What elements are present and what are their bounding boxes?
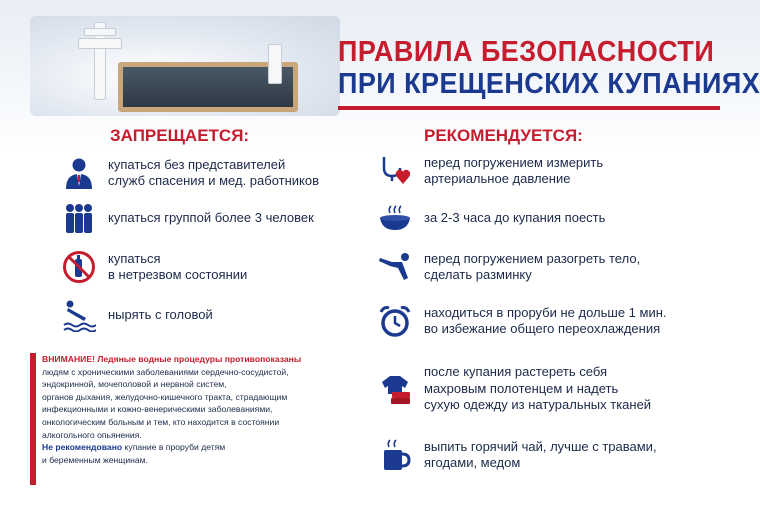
recommended-item-5 <box>378 364 651 414</box>
warning-not-recommended <box>42 441 360 454</box>
prohibited-heading: ЗАПРЕЩАЕТСЯ: <box>110 126 250 145</box>
prohibited-item-2-text: купаться группой более 3 человек <box>108 209 314 225</box>
exercise-person-icon <box>378 250 412 284</box>
prohibited-item-4-text: нырять с головой <box>108 306 213 322</box>
recommended-item-5-text: после купания растереть себя махровым полотенцем и надеть сухую одежду из натуральных тканей <box>424 364 652 412</box>
prohibited-item-4 <box>62 298 213 332</box>
prohibited-item-1-text: купаться без представителей служб спасения и мед. работников <box>108 156 320 188</box>
warning-box <box>30 353 360 485</box>
food-bowl-icon <box>378 201 412 235</box>
title-line-1: ПРАВИЛА БЕЗОПАСНОСТИ <box>338 36 715 68</box>
prohibited-item-2 <box>62 201 314 235</box>
hot-tea-cup-icon <box>378 438 412 472</box>
stethoscope-heart-icon <box>378 154 412 188</box>
title-line-2: ПРИ КРЕЩЕНСКИХ КУПАНИЯХ <box>338 68 760 100</box>
poster-title <box>338 36 760 100</box>
warning-line-2: эндокринной, мочеполовой и нервной систем, <box>42 379 227 390</box>
alarm-clock-icon <box>378 304 412 338</box>
recommended-item-6-text: выпить горячий чай, лучше с травами, ягодами, медом <box>424 438 657 470</box>
recommended-item-6 <box>378 438 657 472</box>
warning-last-line: и беременным женщинам. <box>42 454 148 465</box>
recommended-item-2 <box>378 201 605 235</box>
recommended-item-3 <box>378 250 640 284</box>
recommended-heading: РЕКОМЕНДУЕТСЯ: <box>424 126 583 145</box>
cross-top-bar <box>84 28 116 36</box>
warning-line-5: онкологическим больным и тем, кто находится в состоянии <box>42 416 280 427</box>
prohibited-item-3 <box>62 250 247 284</box>
cross-bar <box>78 38 122 49</box>
recommended-item-1 <box>378 154 603 188</box>
recommended-item-4 <box>378 304 667 338</box>
warning-line-1: людям с хроническими заболеваниями сердечно-сосудистой, <box>42 366 289 377</box>
warning-title: ВНИМАНИЕ! Ледяные водные процедуры противопоказаны <box>42 354 302 364</box>
rescuer-person-icon <box>62 156 96 190</box>
diving-person-icon <box>62 298 96 332</box>
recommended-item-3-text: перед погружением разогреть тело, сделать разминку <box>424 250 641 282</box>
warning-line-3: органов дыхания, желудочно-кишечного тракта, страдающим <box>42 391 288 402</box>
recommended-item-2-text: за 2-3 часа до купания поесть <box>424 209 606 225</box>
warning-not-recommended-label: Не рекомендовано <box>42 442 123 453</box>
warning-line-6: алкогольного опьянения. <box>42 429 142 440</box>
sweater-towel-icon <box>378 372 412 406</box>
no-alcohol-icon <box>62 250 96 284</box>
group-people-icon <box>62 201 96 235</box>
warning-not-recommended-rest: купание в проруби детям <box>122 442 226 453</box>
recommended-item-4-text: находиться в проруби не дольше 1 мин. во избежание общего переохлаждения <box>424 304 667 336</box>
title-underline <box>338 106 720 110</box>
ice-post <box>268 44 282 84</box>
prohibited-item-3-text: купаться в нетрезвом состоянии <box>108 250 248 282</box>
recommended-item-1-text: перед погружением измерить артериальное давление <box>424 154 604 186</box>
prohibited-item-1 <box>62 156 319 190</box>
warning-line-4: инфекционными и кожно-венерическими заболеваниями, <box>42 404 273 415</box>
